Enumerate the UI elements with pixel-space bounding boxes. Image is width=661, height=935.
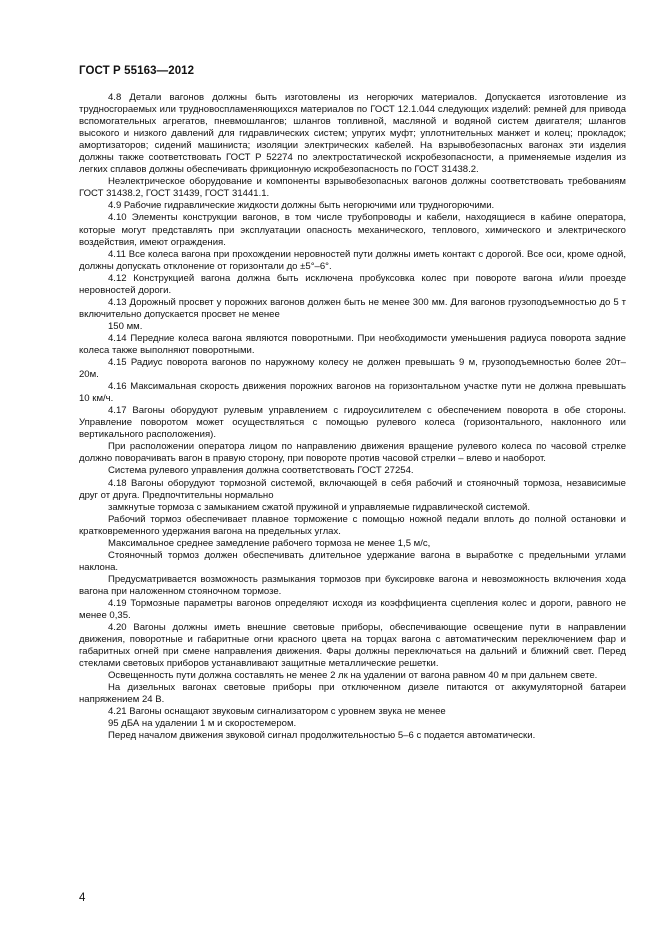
- paragraph: замкнутые тормоза с замыканием сжатой пружиной и управляемые гидравлической системой.: [108, 501, 531, 513]
- paragraph: 4.11 Все колеса вагона при прохождении неровностей пути должны иметь контакт с дорогой. Все оси, кроме одной, должны допускать отклонение от горизонтали до ±5°–6°.: [79, 248, 626, 272]
- paragraph: 4.19 Тормозные параметры вагонов определяют исходя из коэффициента сцепления колес и дороги, равного не менее 0,35.: [79, 597, 626, 622]
- paragraph: 4.8 Детали вагонов должны быть изготовлены из негорючих материалов. Допускается изготовление из трудносгораемых или трудновоспламеняющихся материалов по ГОСТ 12.1.044 следующих изделий: ремней для привода вспомогательных агрегатов, пневмошлангов; шлангов топливной, масляной и водяной систем двигателя; шлангов высокого и низкого давлений для гидравлических систем; упругих муфт; уплотнительных манжет и колец; прокладок; амортизаторов; сидений машиниста; изоляции электрических кабелей. На взрывобезопасных вагонах эти изделия должны также соответствовать ГОСТ Р 52274 по электростатической искробезопасности, а применяемые изделия из легких сплавов должны обеспечивать фрикционную искробезопасность по ГОСТ 31438.2.: [79, 92, 626, 176]
- paragraph: 4.12 Конструкцией вагона должна быть исключена пробуксовка колес при повороте вагона и/или проезде неровностей дороги.: [79, 272, 626, 296]
- paragraph: 4.20 Вагоны должны иметь внешние световые приборы, обеспечивающие освещение пути в направлении движения, поворотные и габаритные огни красного цвета на торцах вагона с автоматическим переключением фар и габаритных огней при смене направления движения. Фары должны переключаться на дальний и ближний свет. Перед стеклами световых приборов устанавливают защитные металлические решетки.: [79, 622, 626, 670]
- paragraph: Перед началом движения звуковой сигнал продолжительностью 5–6 с подается автоматически.: [108, 730, 536, 742]
- paragraph: 4.18 Вагоны оборудуют тормозной системой, включающей в себя рабочий и стояночный тормоза, независимые друг от друга. Предпочтительны нормально: [79, 477, 626, 501]
- paragraph: 150 мм.: [108, 320, 143, 332]
- page-number: 4: [79, 892, 86, 904]
- paragraph: 4.15 Радиус поворота вагонов по наружному колесу не должен превышать 9 м, грузоподъемностью более 20т– 20м.: [79, 357, 626, 381]
- paragraph: 4.9 Рабочие гидравлические жидкости должны быть негорючими или трудногорючими.: [108, 200, 495, 212]
- paragraph: При расположении оператора лицом по направлению движения вращение рулевого колеса по часовой стрелке должно поворачивать вагон в правую сторону, при повороте против часовой стрелки – влево и наоборот.: [79, 441, 626, 465]
- paragraph: На дизельных вагонах световые приборы при отключенном дизеле питаются от аккумуляторной батареи напряжением 24 В.: [79, 682, 626, 706]
- paragraph: Освещенность пути должна составлять не менее 2 лк на удалении от вагона равном 40 м при дальнем свете.: [108, 670, 598, 682]
- paragraph: Рабочий тормоз обеспечивает плавное торможение с помощью ножной педали вплоть до полной остановки и кратковременного удержания вагона на предельных углах.: [79, 513, 626, 537]
- paragraph: Предусматривается возможность размыкания тормозов при буксировке вагона и невозможность включения хода вагона при наложенном стояночном тормозе.: [79, 573, 626, 597]
- paragraph: 4.21 Вагоны оснащают звуковым сигнализатором с уровнем звука не менее: [108, 706, 446, 718]
- document-header: ГОСТ Р 55163—2012: [79, 65, 195, 77]
- paragraph: 4.10 Элементы конструкции вагонов, в том числе трубопроводы и кабели, находящиеся в кабине оператора, которые могут представлять при эксплуатации опасность механического, теплового, химического и электрического воздействия, имеют ограждения.: [79, 212, 626, 248]
- paragraph: 95 дБА на удалении 1 м и скоростемером.: [108, 718, 297, 730]
- document-body: [79, 92, 626, 743]
- paragraph: Стояночный тормоз должен обеспечивать длительное удержание вагона в выработке с предельными углами наклона.: [79, 549, 626, 573]
- paragraph: Система рулевого управления должна соответствовать ГОСТ 27254.: [108, 465, 414, 477]
- paragraph: 4.16 Максимальная скорость движения порожних вагонов на горизонтальном участке пути не должна превышать 10 км/ч.: [79, 381, 626, 405]
- paragraph: 4.13 Дорожный просвет у порожних вагонов должен быть не менее 300 мм. Для вагонов грузоподъемностью до 5 т включительно допускается просвет не менее: [79, 296, 626, 320]
- paragraph: 4.14 Передние колеса вагона являются поворотными. При необходимости уменьшения радиуса поворота задние колеса также выполняют поворотными.: [79, 332, 626, 356]
- paragraph: 4.17 Вагоны оборудуют рулевым управлением с гидроусилителем с обеспечением поворота в обе стороны. Управление поворотом может осуществляться с помощью рулевого колеса (горизонтального, наклонного или вертикального расположения).: [79, 405, 626, 441]
- paragraph: Неэлектрическое оборудование и компоненты взрывобезопасных вагонов должны соответствовать требованиям ГОСТ 31438.2, ГОСТ 31439, ГОСТ 31441.1.: [79, 176, 626, 200]
- paragraph: Максимальное среднее замедление рабочего тормоза не менее 1,5 м/с,: [108, 537, 431, 549]
